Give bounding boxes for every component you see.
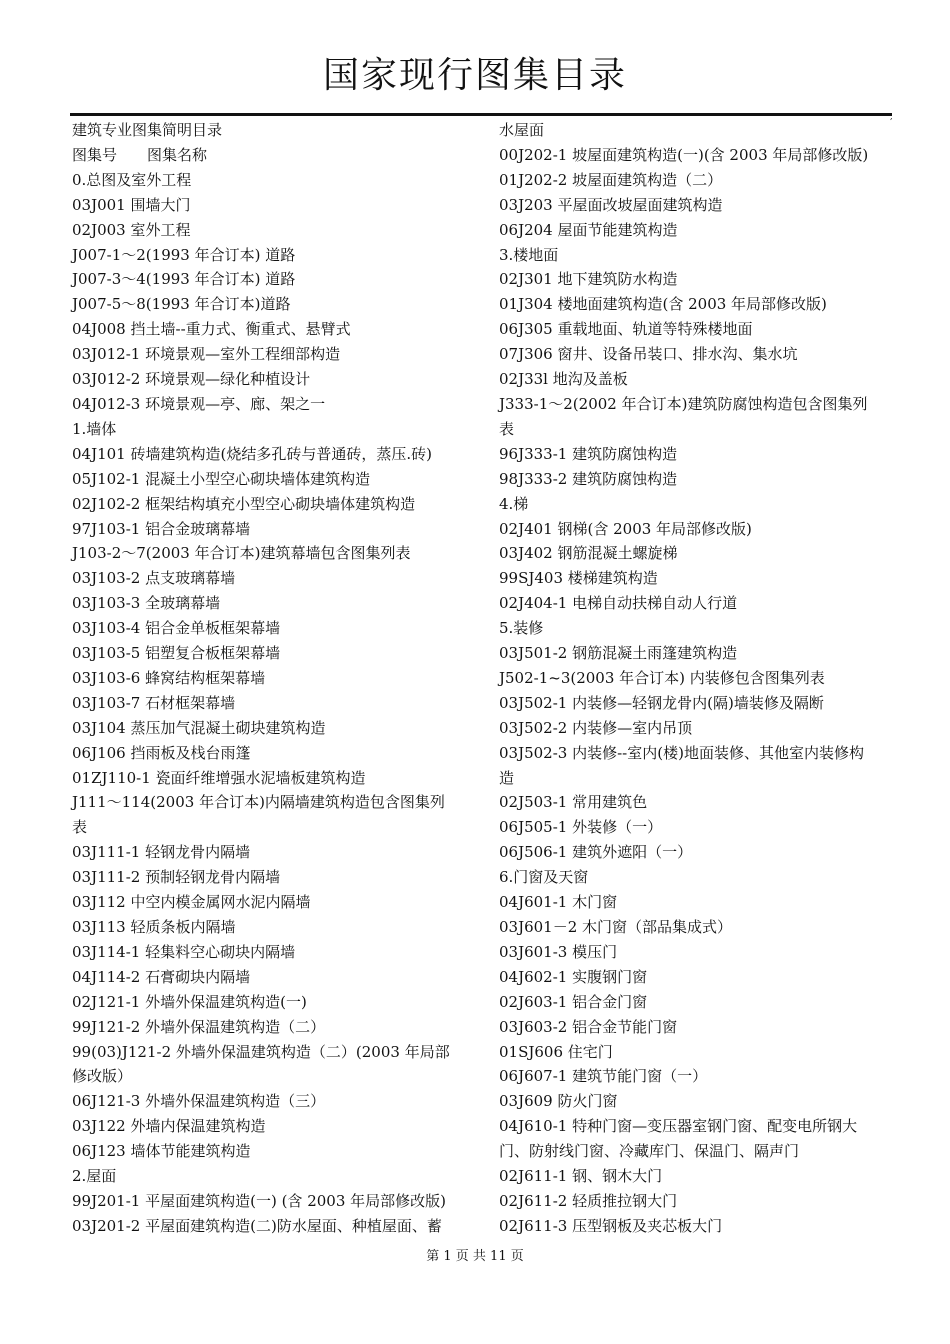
catalog-line: 02J611-2 轻质推拉钢大门 (499, 1191, 678, 1210)
catalog-line: 03J502-1 内装修—轻钢龙骨内(隔)墙装修及隔断 (499, 693, 824, 712)
catalog-line: 06J106 挡雨板及栈台雨篷 (72, 743, 251, 762)
catalog-line: 03J012-2 环境景观—绿化种植设计 (72, 370, 311, 389)
catalog-line: 建筑专业图集简明目录 (72, 121, 223, 139)
catalog-line: 02J33l 地沟及盖板 (499, 370, 628, 389)
catalog-line: 3.楼地面 (499, 245, 559, 264)
catalog-line: 03J201-2 平屋面建筑构造(二)防水屋面、种植屋面、蓄 (72, 1216, 442, 1235)
catalog-line: 03J103-2 点支玻璃幕墙 (72, 569, 236, 588)
catalog-line: 02J003 室外工程 (72, 220, 191, 239)
catalog-line: 01J304 楼地面建筑构造(含 2003 年局部修改版) (499, 295, 827, 314)
catalog-line: 06J204 屋面节能建筑构造 (499, 220, 678, 239)
catalog-line: 03J104 蒸压加气混凝土砌块建筑构造 (72, 718, 326, 737)
catalog-line: 06J123 墙体节能建筑构造 (72, 1142, 251, 1161)
catalog-line: 00J202-1 坡屋面建筑构造(一)(含 2003 年局部修改版) (499, 145, 869, 164)
catalog-line: 02J611-3 压型钢板及夹芯板大门 (499, 1216, 723, 1235)
catalog-line: 1.墙体 (72, 419, 117, 438)
catalog-line: 03J001 围墙大门 (72, 195, 191, 214)
catalog-line: 04J008 挡土墙--重力式、衡重式、悬臂式 (72, 320, 351, 339)
catalog-line: 02J102-2 框架结构填充小型空心砌块墙体建筑构造 (72, 494, 416, 513)
catalog-line: 01SJ606 住宅门 (499, 1042, 613, 1061)
catalog-line: 98J333-2 建筑防腐蚀构造 (499, 469, 678, 488)
catalog-line: J333-1～2(2002 年合订本)建筑防腐蚀构造包含图集列 (499, 394, 868, 413)
catalog-line: 03J103-4 铝合金单板框架幕墙 (72, 619, 281, 638)
catalog-line: 04J012-3 环境景观—亭、廊、架之一 (72, 394, 326, 413)
catalog-line: 99SJ403 楼梯建筑构造 (499, 569, 658, 588)
catalog-line: 02J603-1 铝合金门窗 (499, 992, 648, 1011)
catalog-line: 02J404-1 电梯自动扶梯自动人行道 (499, 594, 738, 613)
catalog-line: 04J101 砖墙建筑构造(烧结多孔砖与普通砖，蒸压.砖) (72, 444, 432, 463)
catalog-line: 03J402 钢筋混凝土螺旋梯 (499, 544, 678, 563)
catalog-line: 5.装修 (499, 619, 544, 638)
catalog-line: 门、防射线门窗、冷藏库门、保温门、隔声门 (499, 1142, 800, 1161)
catalog-line: 水屋面 (499, 121, 545, 139)
catalog-line: 6.门窗及天窗 (499, 868, 589, 887)
catalog-line: 06J505-1 外装修（一） (499, 818, 663, 837)
catalog-line: J007-1～2(1993 年合订本) 道路 (72, 245, 296, 264)
catalog-line: 表 (499, 419, 515, 438)
catalog-line: 03J122 外墙内保温建筑构造 (72, 1117, 266, 1136)
catalog-line: 03J111-2 预制轻钢龙骨内隔墙 (72, 868, 281, 887)
title-rule (70, 113, 892, 116)
catalog-line: 04J610-1 特种门窗—变压器室钢门窗、配变电所钢大 (499, 1117, 858, 1136)
catalog-line: 03J502-3 内装修--室内(楼)地面装修、其他室内装修构 (499, 743, 864, 762)
catalog-line: J103-2～7(2003 年合订本)建筑幕墙包含图集列表 (72, 544, 411, 563)
catalog-line: 02J503-1 常用建筑色 (499, 793, 648, 812)
catalog-line: 01ZJ110-1 瓷面纤维增强水泥墙板建筑构造 (72, 768, 366, 787)
left-column (72, 118, 470, 1239)
right-column (499, 118, 895, 1239)
catalog-line: 06J121-3 外墙外保温建筑构造（三） (72, 1092, 326, 1111)
catalog-line: 05J102-1 混凝土小型空心砌块墙体建筑构造 (72, 469, 371, 488)
catalog-line: 04J114-2 石膏砌块内隔墙 (72, 967, 251, 986)
catalog-line: 03J112 中空内模金属网水泥内隔墙 (72, 893, 311, 912)
rule-end-mark: , (890, 112, 893, 121)
page-footer: 第 1 页 共 11 页 (426, 1249, 524, 1264)
catalog-line: 03J609 防火门窗 (499, 1092, 618, 1111)
catalog-line: 03J114-1 轻集料空心砌块内隔墙 (72, 942, 296, 961)
catalog-line: 03J501-2 钢筋混凝土雨篷建筑构造 (499, 644, 738, 663)
catalog-line: 4.梯 (499, 494, 529, 513)
catalog-line: 表 (72, 818, 88, 837)
catalog-line: 03J111-1 轻钢龙骨内隔墙 (72, 843, 251, 862)
catalog-line: 03J502-2 内装修—室内吊顶 (499, 718, 693, 737)
catalog-line: 96J333-1 建筑防腐蚀构造 (499, 444, 678, 463)
catalog-line: 06J506-1 建筑外遮阳（一） (499, 843, 693, 862)
catalog-line: 99J201-1 平屋面建筑构造(一) (含 2003 年局部修改版) (72, 1191, 446, 1210)
catalog-line: 07J306 窗井、设备吊装口、排水沟、集水坑 (499, 345, 798, 364)
catalog-line: 03J103-6 蜂窝结构框架幕墙 (72, 668, 266, 687)
catalog-line: 02J301 地下建筑防水构造 (499, 270, 678, 289)
catalog-line: 2.屋面 (72, 1167, 117, 1186)
catalog-line: J111～114(2003 年合订本)内隔墙建筑构造包含图集列 (72, 793, 445, 812)
catalog-line: 04J601-1 木门窗 (499, 893, 618, 912)
catalog-line: 06J607-1 建筑节能门窗（一） (499, 1067, 708, 1086)
catalog-line: 01J202-2 坡屋面建筑构造（二） (499, 170, 723, 189)
catalog-line: 99(03)J121-2 外墙外保温建筑构造（二）(2003 年局部 (72, 1042, 450, 1061)
page-title: 国家现行图集目录 (322, 55, 627, 96)
catalog-line: 03J103-3 全玻璃幕墙 (72, 594, 221, 613)
catalog-line: 99J121-2 外墙外保温建筑构造（二） (72, 1017, 326, 1036)
catalog-line: 97J103-1 铝合金玻璃幕墙 (72, 519, 251, 538)
catalog-line: J007-3～4(1993 年合订本) 道路 (72, 270, 296, 289)
catalog-line: 03J012-1 环境景观—室外工程细部构造 (72, 345, 341, 364)
catalog-line: 修改版） (72, 1067, 133, 1086)
catalog-line: 06J305 重载地面、轨道等特殊楼地面 (499, 320, 753, 339)
catalog-line: J502-1~3(2003 年合订本) 内装修包含图集列表 (499, 668, 825, 687)
catalog-line: 03J113 轻质条板内隔墙 (72, 918, 236, 936)
catalog-line: 02J611-1 钢、钢木大门 (499, 1167, 663, 1186)
catalog-line: J007-5～8(1993 年合订本)道路 (72, 295, 291, 314)
catalog-line: 造 (499, 768, 515, 787)
catalog-line: 03J203 平屋面改坡屋面建筑构造 (499, 195, 723, 214)
catalog-line: 03J601-3 模压门 (499, 942, 618, 961)
catalog-line: 04J602-1 实腹钢门窗 (499, 967, 648, 986)
catalog-line: 03J603-2 铝合金节能门窗 (499, 1017, 678, 1036)
catalog-line: 03J103-5 铝塑复合板框架幕墙 (72, 644, 281, 663)
catalog-line: 图集号 图集名称 (72, 145, 208, 164)
catalog-line: 02J121-1 外墙外保温建筑构造(一) (72, 992, 307, 1011)
catalog-line: 03J103-7 石材框架幕墙 (72, 693, 236, 712)
catalog-line: 02J401 钢梯(含 2003 年局部修改版) (499, 519, 752, 538)
catalog-line: 03J601－2 木门窗（部品集成式） (499, 918, 733, 936)
catalog-line: 0.总图及室外工程 (72, 170, 192, 189)
